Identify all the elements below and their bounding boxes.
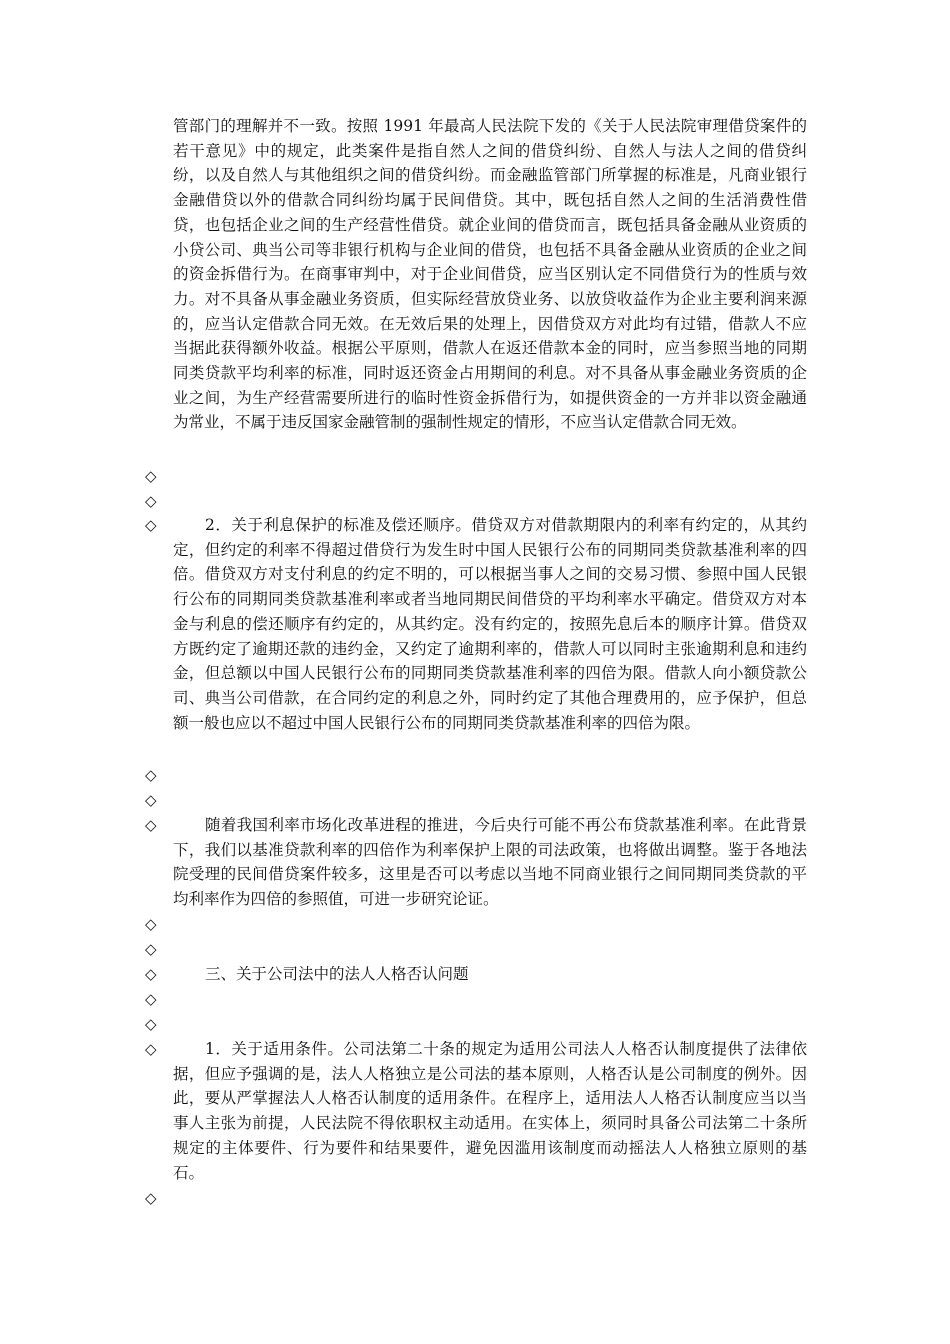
diamond-bullet-icon: ◇ — [145, 492, 157, 510]
diamond-bullet-icon: ◇ — [145, 516, 157, 534]
paragraph-lending-scope: 管部门的理解并不一致。按照 1991 年最高人民法院下发的《关于人民法院审理借贷案件的若干意见》中的规定，此类案件是指自然人之间的借贷纠纷、自然人与法人之间的借贷纠纷，以及自然人与其他组织之间的借贷纠纷。而金融监管部门所掌握的标准是，凡商业银行金融借贷以外的借款合同纠纷均属于民间借贷。其中，既包括自然人之间的生活消费性借贷，也包括企业之间的生产经营性借贷。就企业间的借贷而言，既包括具备金融从业资质的小贷公司、典当公司等非银行机构与企业间的借贷，也包括不具备金融从业资质的企业之间的资金拆借行为。在商事审判中，对于企业间借贷，应当区别认定不同借贷行为的性质与效力。对不具备从事金融业务资质，但实际经营放贷业务、以放贷收益作为企业主要利润来源的，应当认定借款合同无效。在无效后果的处理上，因借贷双方对此均有过错，借款人不应当据此获得额外收益。根据公平原则，借款人在返还借款本金的同时，应当参照当地的同期同类贷款平均利率的标准，同时返还资金占用期间的利息。对不具备从事金融业务资质的企业之间，为生产经营需要所进行的临时性资金拆借行为，如提供资金的一方并非以资金融通为常业，不属于违反国家金融管制的强制性规定的情形，不应当认定借款合同无效。 — [173, 117, 807, 432]
diamond-bullet-icon: ◇ — [145, 467, 157, 485]
paragraph-rate-reform: 随着我国利率市场化改革进程的推进，今后央行可能不再公布贷款基准利率。在此背景下，我们以基准贷款利率的四倍作为利率保护上限的司法政策，也将做出调整。鉴于各地法院受理的民间借贷案件较多，这里是否可以考虑以当地不同商业银行之间同期同类贷款的平均利率作为四倍的参照值，可进一步研究论证。 — [173, 816, 807, 909]
section-heading-veil-piercing: 三、关于公司法中的法人人格否认问题 — [205, 965, 469, 983]
diamond-bullet-icon: ◇ — [145, 766, 157, 784]
diamond-bullet-icon: ◇ — [145, 791, 157, 809]
paragraph-applicable-conditions: 1．关于适用条件。公司法第二十条的规定为适用公司法人人格否认制度提供了法律依据，但应予强调的是，法人人格独立是公司法的基本原则，人格否认是公司制度的例外。因此，要从严掌握法人人格否认制度的适用条件。在程序上，适用法人人格否认制度应当以当事人主张为前提，人民法院不得依职权主动适用。在实体上，须同时具备公司法第二十条所规定的主体要件、行为要件和结果要件，避免因滥用该制度而动摇法人人格独立原则的基石。 — [173, 1040, 807, 1182]
diamond-bullet-icon: ◇ — [145, 915, 157, 933]
diamond-bullet-icon: ◇ — [145, 990, 157, 1008]
paragraph-interest-protection: 2．关于利息保护的标准及偿还顺序。借贷双方对借款期限内的利率有约定的，从其约定，但约定的利率不得超过借贷行为发生时中国人民银行公布的同期同类贷款基准利率的四倍。借贷双方对支付利息的约定不明的，可以根据当事人之间的交易习惯、参照中国人民银行公布的同期同类贷款基准利率或者当地同期民间借贷的平均利率水平确定。借贷双方对本金与利息的偿还顺序有约定的，从其约定。没有约定的，按照先息后本的顺序计算。借贷双方既约定了逾期还款的违约金，又约定了逾期利率的，借款人可以同时主张逾期利息和违约金，但总额以中国人民银行公布的同期同类贷款基准利率的四倍为限。借款人向小额贷款公司、典当公司借款，在合同约定的利息之外，同时约定了其他合理费用的，应予保护，但总额一般也应以不超过中国人民银行公布的同期同类贷款基准利率的四倍为限。 — [173, 516, 807, 732]
diamond-bullet-icon: ◇ — [145, 1015, 157, 1033]
diamond-bullet-icon: ◇ — [145, 1189, 157, 1207]
diamond-bullet-icon: ◇ — [145, 965, 157, 983]
diamond-bullet-icon: ◇ — [145, 940, 157, 958]
diamond-bullet-icon: ◇ — [145, 1040, 157, 1058]
diamond-bullet-icon: ◇ — [145, 816, 157, 834]
